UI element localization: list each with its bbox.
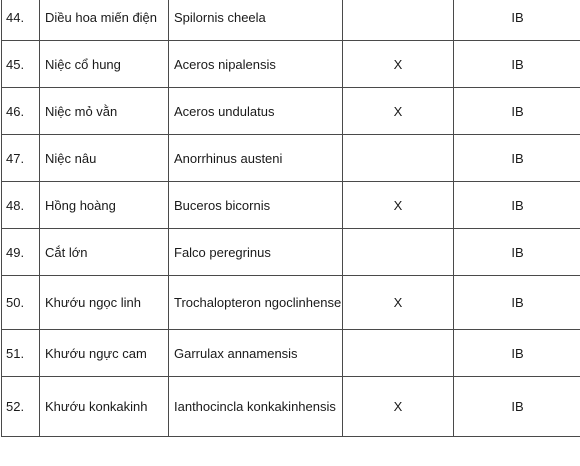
mark-cell [343, 135, 454, 182]
mark-cell: X [343, 276, 454, 330]
category-cell: IB [454, 330, 580, 377]
category-cell: IB [454, 182, 580, 229]
scientific-name: Ianthocincla konkakinhensis [169, 377, 343, 437]
scientific-name: Anorrhinus austeni [169, 135, 343, 182]
table-row [2, 0, 580, 41]
mark-cell: X [343, 377, 454, 437]
common-name: Niệc cổ hung [40, 41, 169, 88]
row-number: 48. [2, 182, 40, 229]
scientific-name: Aceros undulatus [169, 88, 343, 135]
row-number: 51. [2, 330, 40, 377]
table-row [2, 41, 580, 88]
table-row [2, 135, 580, 182]
mark-cell [343, 229, 454, 276]
common-name: Niệc nâu [40, 135, 169, 182]
category-cell: IB [454, 135, 580, 182]
common-name: Khướu konkakinh [40, 377, 169, 437]
common-name: Niệc mỏ vằn [40, 88, 169, 135]
table-row [2, 276, 580, 330]
row-number: 49. [2, 229, 40, 276]
table-row [2, 182, 580, 229]
common-name: Hồng hoàng [40, 182, 169, 229]
row-number: 47. [2, 135, 40, 182]
scientific-name: Buceros bicornis [169, 182, 343, 229]
category-cell: IB [454, 229, 580, 276]
category-cell: IB [454, 41, 580, 88]
mark-cell [343, 0, 454, 41]
common-name: Cắt lớn [40, 229, 169, 276]
table-row [2, 88, 580, 135]
table-row [2, 377, 580, 437]
scientific-name: Aceros nipalensis [169, 41, 343, 88]
scientific-name: Spilornis cheela [169, 0, 343, 41]
table-row [2, 229, 580, 276]
row-number: 46. [2, 88, 40, 135]
mark-cell [343, 330, 454, 377]
scientific-name: Trochalopteron ngoclinhense [169, 276, 343, 330]
row-number: 45. [2, 41, 40, 88]
species-table [1, 0, 580, 437]
common-name: Khướu ngực cam [40, 330, 169, 377]
mark-cell: X [343, 41, 454, 88]
table-row [2, 330, 580, 377]
row-number: 44. [2, 0, 40, 41]
scientific-name: Falco peregrinus [169, 229, 343, 276]
category-cell: IB [454, 88, 580, 135]
scientific-name: Garrulax annamensis [169, 330, 343, 377]
row-number: 52. [2, 377, 40, 437]
category-cell: IB [454, 0, 580, 41]
common-name: Diều hoa miến điện [40, 0, 169, 41]
mark-cell: X [343, 182, 454, 229]
mark-cell: X [343, 88, 454, 135]
common-name: Khướu ngọc linh [40, 276, 169, 330]
category-cell: IB [454, 276, 580, 330]
row-number: 50. [2, 276, 40, 330]
category-cell: IB [454, 377, 580, 437]
